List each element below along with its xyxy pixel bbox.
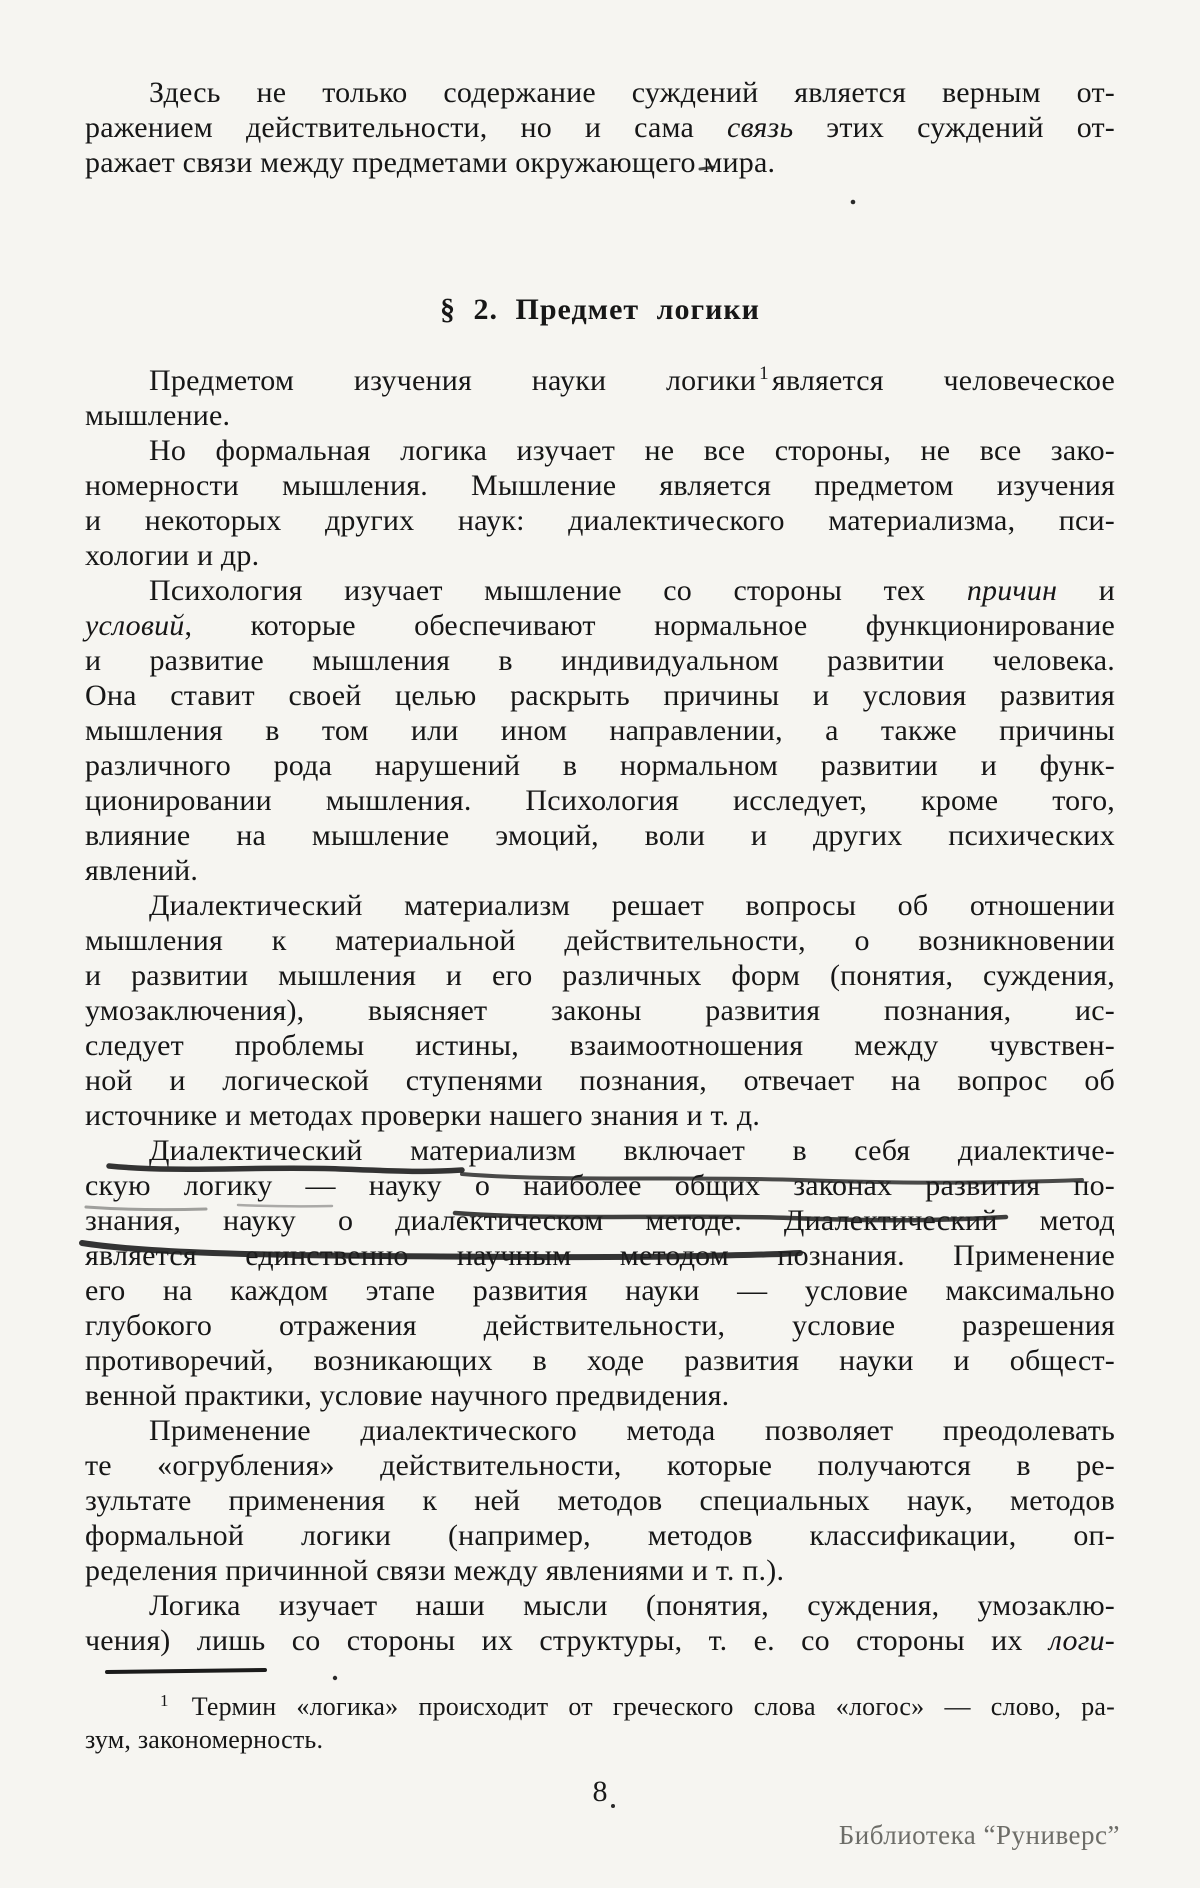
paragraph xyxy=(85,573,1115,888)
text-line: зум, закономерность. xyxy=(85,1725,324,1754)
paragraph xyxy=(85,1133,1115,1413)
text-line: Она ставит своей целью раскрыть причины и условия развития xyxy=(85,679,1115,712)
text-line: номерности мышления. Мышление является предметом изучения xyxy=(85,469,1115,502)
text-line: Но формальная логика изучает не все стороны, не все зако- xyxy=(149,434,1115,467)
text-line: и развитие мышления в индивидуальном развитии человека. xyxy=(85,644,1115,677)
paragraph xyxy=(85,363,1115,433)
paragraph xyxy=(85,1413,1115,1588)
text-line: ределения причинной связи между явлениями и т. п.). xyxy=(85,1554,785,1587)
text-line: и развитии мышления и его различных форм (понятия, суждения, xyxy=(85,959,1115,992)
text-line: глубокого отражения действительности, условие разрешения xyxy=(85,1309,1115,1342)
text-line: Здесь не только содержание суждений является верным от- xyxy=(149,76,1115,109)
text-line: его на каждом этапе развития науки — условие максимально xyxy=(85,1274,1115,1307)
text-line: источнике и методах проверки нашего знания и т. д. xyxy=(85,1099,761,1132)
footnote xyxy=(85,1690,1115,1756)
text-line: чения) лишь со стороны их структуры, т. е. со стороны их логи- xyxy=(85,1624,1115,1657)
footnote-rule xyxy=(105,1668,267,1674)
text-line: скую логику — науку о наиболее общих законах развития по- xyxy=(85,1169,1115,1202)
text-line: зультате применения к ней методов специальных наук, методов xyxy=(85,1484,1115,1517)
paragraph xyxy=(85,888,1115,1133)
text-line: ционировании мышления. Психология исследует, кроме того, xyxy=(85,784,1115,817)
text-line: умозаключения), выясняет законы развития познания, ис- xyxy=(85,994,1115,1027)
text-line: ражением действительности, но и сама связь этих суждений от- xyxy=(85,111,1115,144)
text-line: противоречий, возникающих в ходе развития науки и общест- xyxy=(85,1344,1115,1377)
text-line: влияние на мышление эмоций, воли и других психических xyxy=(85,819,1115,852)
text-line: Предметом изучения науки логики $^1$ является человеческое xyxy=(149,363,1116,397)
text-line: явлений. xyxy=(85,854,199,887)
text-line: и некоторых других наук: диалектического материализма, пси- xyxy=(85,504,1115,537)
text-line: следует проблемы истины, взаимоотношения между чувствен- xyxy=(85,1029,1115,1062)
text-line: мышления к материальной действительности, о возникновении xyxy=(85,924,1115,957)
text-line: знания, науку о диалектическом методе. Диалектический метод xyxy=(85,1204,1115,1237)
text-line: Логика изучает наши мысли (понятия, суждения, умозаклю- xyxy=(149,1589,1115,1622)
ink-speck xyxy=(333,1676,337,1680)
section-heading: § 2. Предмет логики xyxy=(440,293,760,326)
text-line: те «огрубления» действительности, которые получаются в ре- xyxy=(85,1449,1115,1482)
text-line: условий, которые обеспечивают нормальное функционирование xyxy=(85,609,1115,642)
text-line: Диалектический материализм решает вопросы об отношении xyxy=(149,889,1115,922)
text-line: $^1$ Термин «логика» происходит от греческого слова «логос» — слово, ра- xyxy=(160,1691,1115,1721)
text-line: мышления в том или ином направлении, а также причины xyxy=(85,714,1115,747)
text-line: Диалектический материализм включает в себя диалектиче- xyxy=(149,1134,1115,1167)
paragraph xyxy=(85,433,1115,573)
text-line: мышление. xyxy=(85,399,231,432)
library-watermark: Библиотека “Руниверс” xyxy=(838,1820,1120,1850)
text-line: различного рода нарушений в нормальном развитии и функ- xyxy=(85,749,1115,782)
text-line: ражает связи между предметами окружающего мира. xyxy=(85,146,776,179)
text-line: ной и логической ступенями познания, отвечает на вопрос об xyxy=(85,1064,1115,1097)
paragraph xyxy=(85,1588,1115,1658)
text-line: формальной логики (например, методов классификации, оп- xyxy=(85,1519,1115,1552)
text-line: венной практики, условие научного предвидения. xyxy=(85,1379,730,1412)
page-number: 8 xyxy=(592,1775,608,1808)
text-block xyxy=(85,75,1115,1658)
text-line: является единственно научным методом познания. Применение xyxy=(85,1239,1115,1272)
intro-paragraph xyxy=(85,75,1115,180)
text-line: Применение диалектического метода позволяет преодолевать xyxy=(149,1414,1115,1447)
body-paragraphs xyxy=(85,363,1115,1658)
text-line: Психология изучает мышление со стороны тех причин и xyxy=(149,574,1115,607)
text-line: хологии и др. xyxy=(85,539,260,572)
